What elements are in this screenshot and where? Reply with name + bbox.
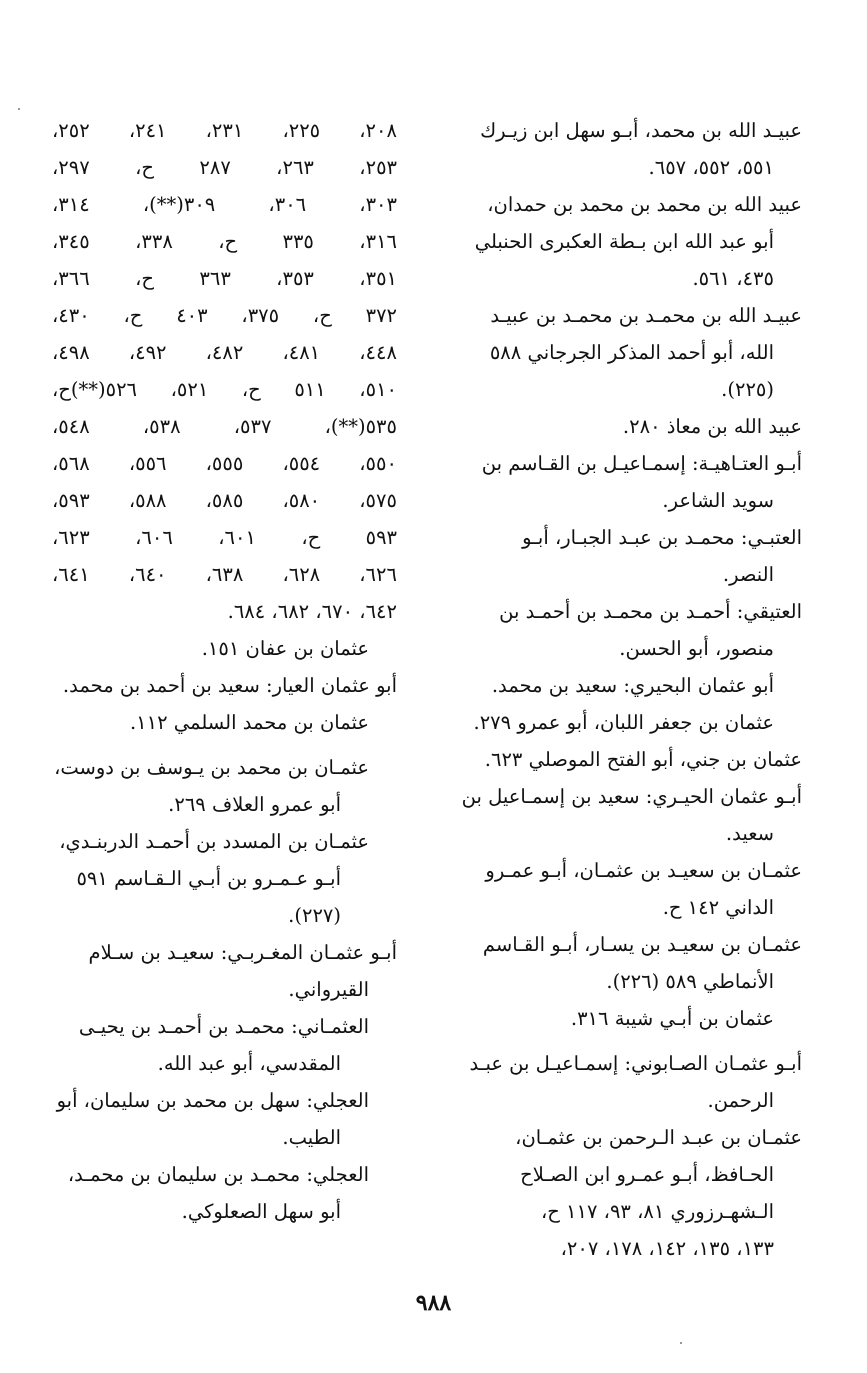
entry-continuation-line: الطيب. (282, 1126, 341, 1149)
continued-page-references (52, 112, 397, 630)
entry-head-line: أبـو العتـاهيـة: إسمـاعيـل بن القـاسم بن (481, 452, 802, 475)
page-reference-line: ٦٤٢، ٦٧٠، ٦٨٢، ٦٨٤. (227, 600, 397, 623)
page-reference-line: ٣٠٣، ٣٠٦، ٣٠٩(**)، ٣١٤، (52, 193, 397, 216)
entry-continuation-line: (٢٢٥). (721, 378, 774, 401)
page-reference-line: ٢٥٣، ٢٦٣، ٢٨٧ ح، ٢٩٧، (52, 156, 398, 179)
entry-continuation-line: أبو عبد الله ابن بـطة العكبرى الحنبلي (474, 230, 774, 253)
index-entry (447, 1045, 802, 1119)
page-reference-line: ٥٥٠، ٥٥٤، ٥٥٥، ٥٥٦، ٥٦٨، (52, 452, 397, 475)
entry-continuation-line: الله، أبو أحمد المذكر الجرجاني ٥٨٨ (489, 341, 774, 364)
page-reference-line: ٣١٦، ٣٣٥ ح، ٣٣٨، ٣٤٥، (52, 230, 398, 253)
index-entry (52, 823, 397, 934)
right-column (447, 112, 802, 1267)
entry-head-line: عثمان بن محمد السلمي ١١٢. (129, 711, 369, 734)
page-number: ٩٨٨ (415, 1290, 452, 1316)
index-entry (447, 186, 802, 297)
entry-continuation-line: ٤٣٥، ٥٦١. (692, 267, 774, 290)
entry-continuation-line: الـشهـرزوري ٨١، ٩٣، ١١٧ ح، (540, 1200, 774, 1223)
entry-continuation-line: الأنماطي ٥٨٩ (٢٢٦). (606, 970, 774, 993)
index-entry (447, 112, 802, 186)
entry-continuation-line: أبو عمرو العلاف ٢٦٩. (168, 793, 341, 816)
index-entry (52, 1082, 397, 1156)
entry-head-line: عثمان بن جني، أبو الفتح الموصلي ٦٢٣. (484, 748, 802, 771)
entry-continuation-line: المقدسي، أبو عبد الله. (157, 1052, 341, 1075)
page-reference-line: ٣٧٢ ح، ٣٧٥، ٤٠٣ ح، ٤٣٠، (52, 304, 398, 327)
entry-continuation-line: سعيد. (725, 822, 774, 845)
entry-continuation-line: (٢٢٧). (288, 904, 341, 927)
index-entry (52, 704, 397, 741)
entry-head-line: عثمـان بن عبـد الـرحمن بن عثمـان، (515, 1126, 802, 1149)
entry-head-line: العجلي: سهل بن محمد بن سليمان، أبو (56, 1089, 369, 1112)
entry-head-line: أبـو عثمـان المغـربـي: سعيـد بن سـلام (88, 941, 397, 964)
index-entry (447, 408, 802, 445)
entry-head-line: عثمان بن أبـي شيبة ٣١٦. (570, 1007, 774, 1030)
page-reference-line: ٥٧٥، ٥٨٠، ٥٨٥، ٥٨٨، ٥٩٣، (52, 489, 397, 512)
left-column (52, 112, 397, 1230)
entry-head-line: عثمان بن عفان ١٥١. (201, 637, 369, 660)
page-reference-line: ٣٥١، ٣٥٣، ٣٦٣ ح، ٣٦٦، (52, 267, 398, 290)
index-entry (447, 593, 802, 667)
index-entry (447, 445, 802, 519)
entry-head-line: عبيـد الله بن محمد، أبـو سهل ابن زيـرك (480, 119, 802, 142)
index-entry (447, 1000, 802, 1037)
index-entry (447, 704, 802, 741)
entry-continuation-line: أبـو عـمـرو بن أبـي الـقـاسم ٥٩١ (76, 867, 341, 890)
entry-head-line: عثمان بن جعفر اللبان، أبو عمرو ٢٧٩. (473, 711, 774, 734)
page-reference-line: ٢٠٨، ٢٢٥، ٢٣١، ٢٤١، ٢٥٢، (52, 119, 397, 142)
scan-speck (18, 108, 20, 110)
entry-head-line: العتيقي: أحمـد بن محمـد بن أحمـد بن (499, 600, 802, 623)
entry-head-line: العتبـي: محمـد بن عبـد الجبـار، أبـو (522, 526, 802, 549)
page-reference-line: ٤٤٨، ٤٨١، ٤٨٢، ٤٩٢، ٤٩٨، (52, 341, 397, 364)
entry-head-line: عثمـان بن سعيـد بن يسـار، أبـو القـاسم (482, 933, 802, 956)
index-entry (447, 778, 802, 852)
entry-continuation-line: القيرواني. (288, 978, 369, 1001)
entry-continuation-line: منصور، أبو الحسن. (619, 637, 774, 660)
entry-continuation-line: الداني ١٤٢ ح. (662, 896, 774, 919)
entry-continuation-line: النصر. (722, 563, 774, 586)
index-entry (447, 297, 802, 408)
page-reference-line: ٥٣٥(**)، ٥٣٧، ٥٣٨، ٥٤٨، (52, 415, 397, 438)
entry-head-line: عبيد الله بن معاذ ٢٨٠. (622, 415, 802, 438)
index-entry (447, 926, 802, 1000)
entry-continuation-line: ٥٥١، ٥٥٢، ٦٥٧. (648, 156, 774, 179)
entry-head-line: عبيـد الله بن محمـد بن محمـد بن عبيـد (490, 304, 802, 327)
entry-head-line: أبو عثمان البحيري: سعيد بن محمد. (491, 674, 774, 697)
entry-head-line: العثمـاني: محمـد بن أحمـد بن يحيـى (78, 1015, 369, 1038)
entry-head-line: أبو عثمان العيار: سعيد بن أحمد بن محمد. (62, 674, 397, 697)
index-entry (52, 934, 397, 1008)
index-entry (52, 749, 397, 823)
entry-head-line: عثمـان بن سعيـد بن عثمـان، أبـو عمـرو (485, 859, 802, 882)
entry-head-line: أبـو عثمـان الصـابوني: إسمـاعيـل بن عبـد (469, 1052, 802, 1075)
index-entry (52, 1156, 397, 1230)
entry-head-line: عثمـان بن محمد بن يـوسف بن دوست، (54, 756, 369, 779)
entry-head-line: العجلي: محمـد بن سليمان بن محمـد، (67, 1163, 369, 1186)
page-reference-line: ٥١٠، ٥١١ ح، ٥٢١، ٥٢٦(**)ح، (52, 378, 398, 401)
entry-continuation-line: الرحمن. (707, 1089, 774, 1112)
entry-continuation-line: الحـافظ، أبـو عمـرو ابن الصـلاح (520, 1163, 774, 1186)
index-entry (52, 1008, 397, 1082)
entry-head-line: عبيد الله بن محمد بن محمد بن حمدان، (487, 193, 802, 216)
index-entry (447, 852, 802, 926)
page-reference-line: ٥٩٣ ح، ٦٠١، ٦٠٦، ٦٢٣، (52, 526, 398, 549)
entry-head-line: أبـو عثمان الحيـري: سعيد بن إسمـاعيل بن (461, 785, 802, 808)
index-entry (447, 1119, 802, 1267)
index-entry (52, 630, 397, 667)
entry-head-line: عثمـان بن المسدد بن أحمـد الدربنـدي، (59, 830, 369, 853)
left-entries (52, 630, 397, 1230)
index-entry (447, 667, 802, 704)
index-entry (447, 519, 802, 593)
entry-continuation-line: سويد الشاعر. (662, 489, 774, 512)
entry-continuation-line: أبو سهل الصعلوكي. (181, 1200, 341, 1223)
entry-continuation-line: ١٣٣، ١٣٥، ١٤٢، ١٧٨، ٢٠٧، (560, 1237, 774, 1260)
scan-speck (680, 1342, 682, 1344)
index-entry (447, 741, 802, 778)
index-entry (52, 667, 397, 704)
page-reference-line: ٦٢٦، ٦٢٨، ٦٣٨، ٦٤٠، ٦٤١، (52, 563, 397, 586)
